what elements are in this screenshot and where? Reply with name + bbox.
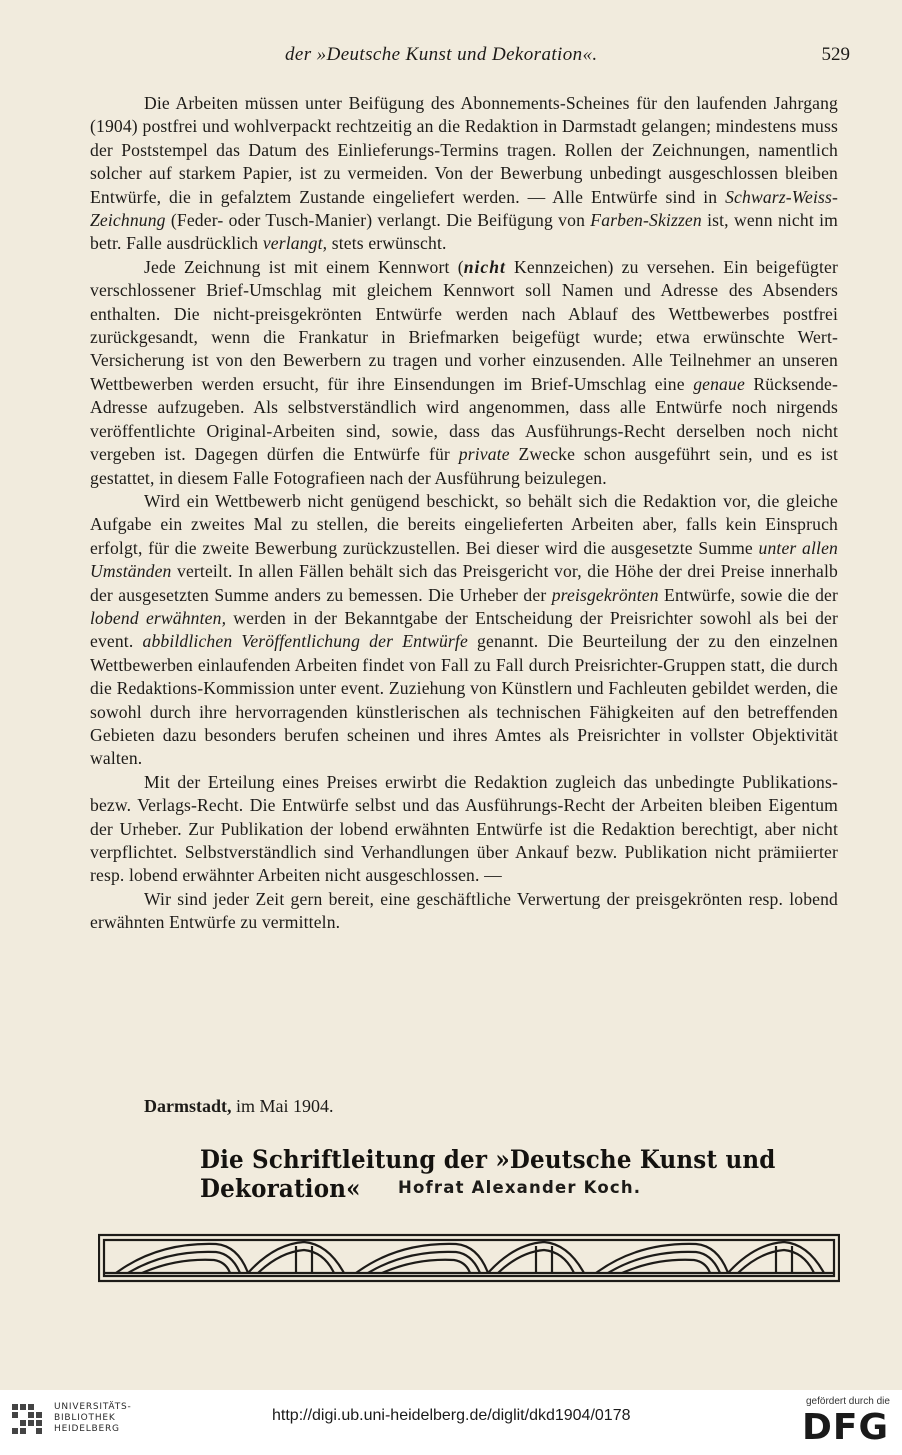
text-run: Wir sind jeder Zeit gern bereit, eine geschäftliche Verwertung der preisgekrönten resp. lobend erwähnten Entwürfe zu vermitteln. [90,888,838,933]
library-name-line: UNIVERSITÄTS- [54,1402,132,1412]
paragraph [90,92,838,256]
text-run: Wird ein Wettbewerb nicht genügend beschickt, so behält sich die Redaktion vor, die gleiche Aufgabe ein zweites Mal zu stellen, die bereits eingelieferten Arbeiten aber, falls kein Einspruch erfolgt, für die zweite Bewerbung zurückzustellen. Bei dieser wird die ausgesetzte Summe [90,490,838,558]
signature-editorial: Die Schriftleitung der »Deutsche Kunst und Dekoration« [200,1145,776,1203]
university-library-logo-icon [8,1400,48,1440]
library-name [54,1402,132,1435]
decorative-border-ornament [98,1232,840,1284]
text-run: Kennzeichen) zu versehen. Ein beigefügter verschlossener Brief-Umschlag mit gleichem Kennwort soll Namen und Adresse des Absenders enthalten. Die nicht-preisgekrönten Entwürfe werden nach Ablauf des Wettbewerbes postfrei zurückgesandt, wenn die Frankatur in Briefmarken beigefügt wurde; etwa erwünschte Wert-Versicherung ist von den Bewerbern zu tragen und vorher einzusenden. Alle Teilnehmer an unseren Wettbewerben werden ersucht, für ihre Einsendungen im Brief-Umschlag eine [90,256,838,394]
permalink-url[interactable]: http://digi.ub.uni-heidelberg.de/diglit/dkd1904/0178 [272,1407,631,1424]
dfg-logo: DFG [802,1407,890,1448]
dateline-date: im Mai 1904. [231,1096,334,1116]
text-run: Die Arbeiten müssen unter Beifügung des Abonnements-Scheines für den laufenden Jahrgang (1904) postfrei und wohlverpackt rechtzeitig an die Redaktion in Darmstadt gelangen; mindestens muss der Poststempel das Datum des Einlieferungs-Termins tragen. Rollen der Zeichnungen, namentlich solcher auf starkem Papier, ist zu vermeiden. Von der Bewerbung unbedingt ausgeschlossen bleiben Entwürfe, die in gefalztem Zustande eingeliefert werden. — Alle Entwürfe sind in [90,93,838,207]
running-head [90,44,850,74]
emphasized-text: genaue [693,373,745,394]
text-run: Entwürfe, sowie die der [658,584,838,605]
emphasized-text: private [458,444,510,465]
digitization-footer [0,1390,902,1455]
text-run: Mit der Erteilung eines Preises erwirbt die Redaktion zugleich das unbedingte Publikations- bezw. Verlags-Recht. Die Entwürfe selbst und das Ausführungs-Recht der Arbeiten bleiben Eigentum der Urheber. Zur Publikation der lobend erwähnten Entwürfe ist die Redaktion berechtigt, aber nicht verpflichtet. Selbstverständlich sind Verhandlungen über Ankauf bezw. Publikation nicht prämiierter resp. lobend erwähnter Arbeiten nicht ausgeschlossen. — [90,771,838,886]
funder-label: gefördert durch die [806,1396,890,1407]
emphasized-text: nicht [463,256,506,277]
page-number: 529 [821,44,850,65]
text-run: werden in der Bekanntgabe der Entscheidung der Preisrichter sowohl als bei der event. [90,607,838,652]
article-body [90,92,838,935]
dateline [144,1096,334,1117]
emphasized-text: verlangt, [262,233,328,254]
emphasized-text: unter allen Umständen [90,537,838,582]
text-run: (Feder- oder Tusch-Manier) verlangt. Die Beifügung von [165,210,591,231]
text-run: stets erwünscht. [327,233,447,254]
emphasized-text: Farben-Skizzen [590,210,702,231]
dateline-place: Darmstadt, [144,1096,232,1116]
paragraph [90,771,838,888]
journal-title: der »Deutsche Kunst und Dekoration«. [285,44,598,65]
text-run: ist, wenn nicht im betr. Falle ausdrücklich [90,210,839,254]
library-name-line: HEIDELBERG [54,1424,120,1434]
text-run: genannt. Die Beurteilung der zu den einzelnen Wettbewerben einlaufenden Arbeiten findet von Fall zu Fall durch Preisrichter-Gruppen statt, die durch die Redaktions-Kommission unter event. Zuziehung von Künstlern und Fachleuten gebildet werden, die sowohl durch ihre hervorragenden künstlerischen als technischen Fähigkeiten auf den betreffenden Gebieten dazu besonders berufen scheinen und ihres Amtes als Preisrichter in vollster Objektivität walten. [90,631,839,769]
text-run: Jede Zeichnung ist mit einem Kennwort ( [144,256,464,277]
paragraph [90,256,838,490]
signature-name: Hofrat Alexander Koch. [398,1178,642,1197]
library-name-line: BIBLIOTHEK [54,1413,116,1423]
emphasized-text: preisgekrönten [551,584,659,605]
text-run: Zwecke schon ausgeführt sein, und es ist gestattet, in diesem Falle Fotografieen nach der Ausführung beizulegen. [90,444,838,488]
paragraph [90,888,838,935]
emphasized-text: abbildlichen Veröffentlichung der Entwürfe [142,631,468,652]
emphasized-text: lobend erwähnten, [90,607,227,628]
text-run: verteilt. In allen Fällen behält sich das Preisgericht vor, die Höhe der drei Preise innerhalb der ausgesetzten Summe anders zu bemessen. Die Urheber der [90,561,838,605]
emphasized-text: Schwarz-Weiss-Zeichnung [90,186,838,231]
text-run: Rücksende-Adresse aufzugeben. Als selbstverständlich wird angenommen, dass alle Entwürfe noch nirgends veröffentlichte Original-Arbeiten sind, sowie, dass das Ausführungs-Recht derselben noch nicht vergeben ist. Dagegen dürfen die Entwürfe für [90,373,838,465]
paragraph [90,490,838,771]
